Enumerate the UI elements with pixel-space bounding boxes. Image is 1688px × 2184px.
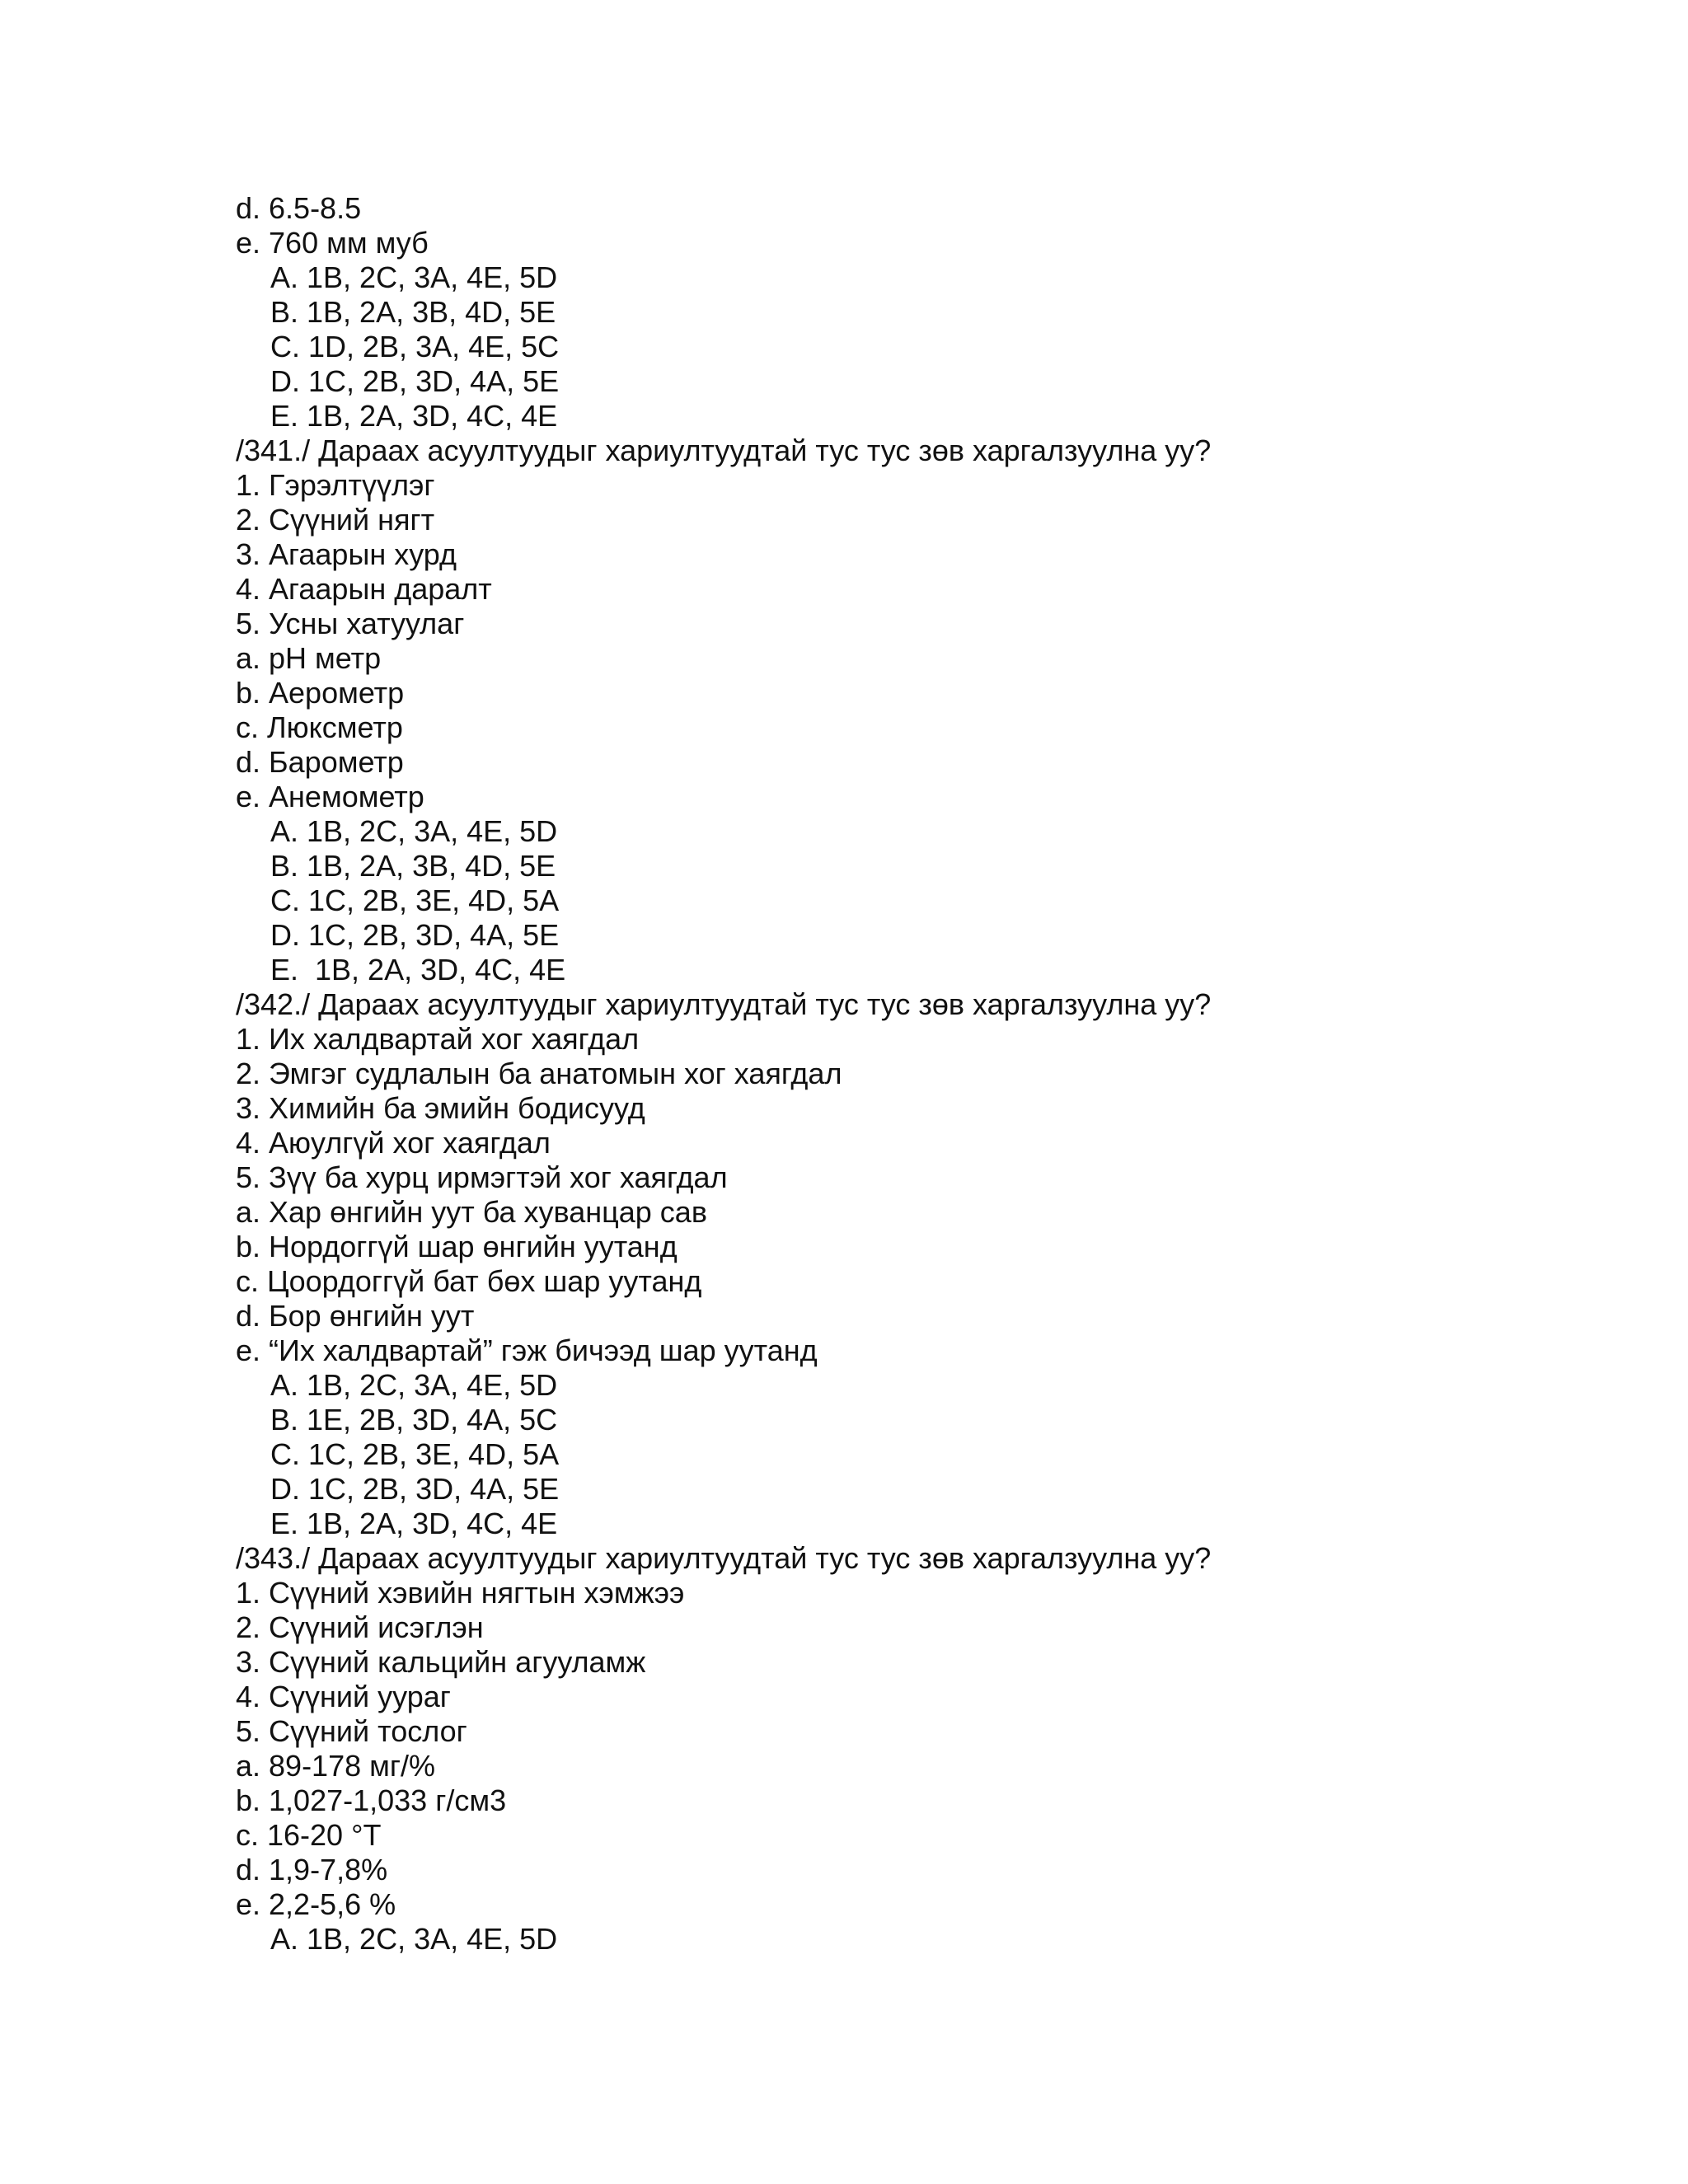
answer-option-line: A. 1B, 2C, 3A, 4E, 5D	[270, 260, 558, 294]
answer-option-line: D. 1C, 2B, 3D, 4A, 5E	[270, 918, 560, 952]
text-line: 2. Сүүний исэглэн	[236, 1610, 484, 1644]
text-line: 5. Усны хатуулаг	[236, 607, 465, 640]
text-line: a. 89-178 мг/%	[236, 1749, 436, 1783]
text-line: 4. Агаарын даралт	[236, 572, 492, 606]
text-line: d. 1,9-7,8%	[236, 1853, 388, 1886]
text-line: d. Бор өнгийн уут	[236, 1299, 475, 1333]
text-line: 5. Зүү ба хурц ирмэгтэй хог хаягдал	[236, 1160, 728, 1194]
text-line: c. Люксметр	[236, 710, 403, 744]
text-line: 4. Аюулгүй хог хаягдал	[236, 1126, 551, 1160]
answer-option-line: A. 1B, 2C, 3A, 4E, 5D	[270, 1368, 558, 1402]
text-line: b. Нордоггүй шар өнгийн уутанд	[236, 1230, 678, 1263]
text-line: 2. Эмгэг судлалын ба анатомын хог хаягдал	[236, 1057, 842, 1090]
answer-option-line: D. 1C, 2B, 3D, 4A, 5E	[270, 364, 560, 398]
text-line: e. Анемометр	[236, 780, 424, 813]
answer-option-line: A. 1B, 2C, 3A, 4E, 5D	[270, 814, 558, 848]
text-line: 3. Химийн ба эмийн бодисууд	[236, 1091, 645, 1125]
answer-option-line: E. 1B, 2A, 3D, 4C, 4E	[270, 399, 558, 433]
text-line: 3. Сүүний кальцийн агууламж	[236, 1645, 646, 1679]
answer-option-line: D. 1C, 2B, 3D, 4A, 5E	[270, 1472, 560, 1506]
text-line: c. Цоордоггүй бат бөх шар уутанд	[236, 1264, 702, 1298]
text-line: 1. Их халдвартай хог хаягдал	[236, 1022, 640, 1056]
text-line: 1. Сүүний хэвийн нягтын хэмжээ	[236, 1576, 685, 1610]
answer-option-line: B. 1B, 2A, 3B, 4D, 5E	[270, 849, 556, 883]
answer-option-line: B. 1B, 2A, 3B, 4D, 5E	[270, 295, 556, 329]
text-line: /342./ Дараах асуултуудыг хариултуудтай тус тус зөв харгалзуулна уу?	[236, 987, 1212, 1021]
text-line: 2. Сүүний нягт	[236, 503, 435, 537]
text-line: /343./ Дараах асуултуудыг хариултуудтай тус тус зөв харгалзуулна уу?	[236, 1541, 1212, 1575]
text-line: a. pH метр	[236, 641, 382, 675]
text-line: b. 1,027-1,033 г/см3	[236, 1783, 507, 1817]
document-page	[236, 191, 1571, 1957]
answer-option-line: C. 1C, 2B, 3E, 4D, 5A	[270, 1437, 560, 1471]
text-line: 4. Сүүний уураг	[236, 1680, 451, 1713]
answer-option-line: C. 1C, 2B, 3E, 4D, 5A	[270, 883, 560, 917]
answer-option-line: E. 1B, 2A, 3D, 4C, 4E	[270, 1507, 558, 1540]
text-line: /341./ Дараах асуултуудыг хариултуудтай тус тус зөв харгалзуулна уу?	[236, 434, 1212, 467]
text-line: a. Хар өнгийн уут ба хуванцар сав	[236, 1195, 707, 1229]
text-line: b. Аерометр	[236, 676, 405, 710]
text-line: e. “Их халдвартай” гэж бичээд шар уутанд	[236, 1333, 818, 1367]
answer-option-line: E. 1B, 2A, 3D, 4C, 4E	[270, 953, 566, 987]
text-line: 3. Агаарын хурд	[236, 537, 457, 571]
text-line: d. Барометр	[236, 745, 404, 779]
text-line: c. 16-20 °T	[236, 1818, 382, 1852]
answer-option-line: B. 1E, 2B, 3D, 4A, 5C	[270, 1403, 558, 1436]
text-line: 1. Гэрэлтүүлэг	[236, 468, 435, 502]
text-line: 5. Сүүний тослог	[236, 1714, 467, 1748]
answer-option-line: A. 1B, 2C, 3A, 4E, 5D	[270, 1922, 558, 1956]
answer-option-line: C. 1D, 2B, 3A, 4E, 5C	[270, 330, 560, 363]
text-line: d. 6.5-8.5	[236, 191, 362, 225]
text-line: e. 2,2-5,6 %	[236, 1887, 396, 1921]
text-line: e. 760 мм муб	[236, 226, 429, 260]
